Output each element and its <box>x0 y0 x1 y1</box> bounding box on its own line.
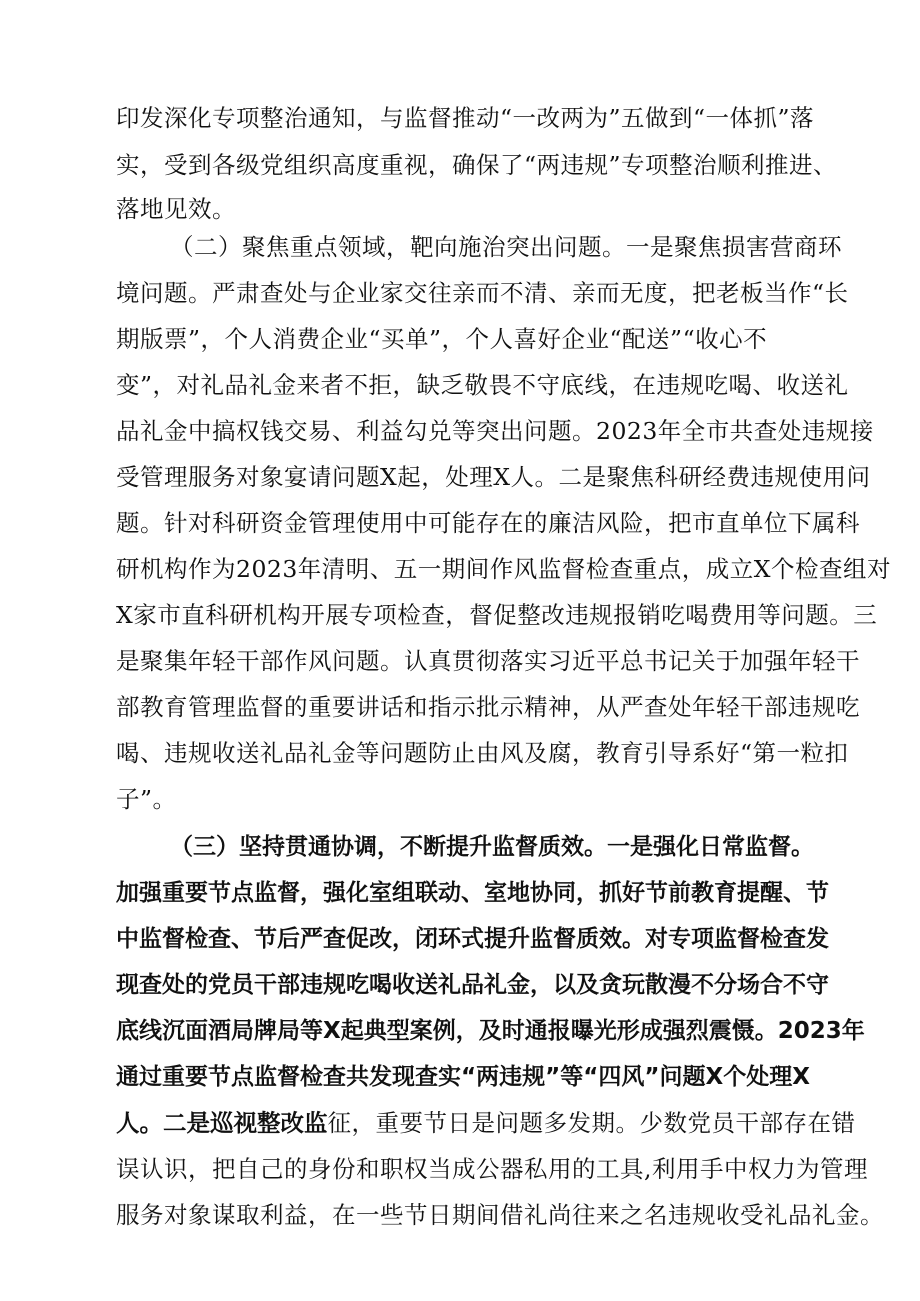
text-line: 中监督检查、节后严查促改，闭环式提升监督质效。对专项监督检查发 <box>116 926 829 952</box>
section-heading-3: （三）坚持贯通协调，不断提升监督质效。一是强化日常监督。 <box>170 834 814 860</box>
text-line: 题。针对科研资金管理使用中可能存在的廉洁风险，把市直单位下属科 <box>116 509 860 537</box>
text-line: 子”。 <box>116 785 177 813</box>
text-line: X家市直科研机构开展专项检查，督促整改违规报销吃喝费用等问题。三 <box>116 601 878 629</box>
text-line: 底线沉面酒局牌局等X起典型案例，及时通报曝光形成强烈震慑。2023年 <box>116 1018 865 1044</box>
text-line: 期版票”，个人消费企业“买单”，个人喜好企业“配送”“收心不 <box>116 325 768 353</box>
text-line: 落地见效。 <box>116 195 236 223</box>
text-line: 实，受到各级党组织高度重视，确保了“两违规”专项整治顺利推进、 <box>116 151 838 179</box>
bold-text: 人。二是巡视整改监 <box>116 1109 328 1137</box>
text-line: 变”，对礼品礼金来者不拒，缺乏敬畏不守底线，在违规吃喝、收送礼 <box>116 371 849 399</box>
text-line: 是聚集年轻干部作风问题。认真贯彻落实习近平总书记关于加强年轻干 <box>116 647 860 675</box>
text-line: 喝、违规收送礼品礼金等问题防止由风及腐，教育引导系好“第一粒扣 <box>116 739 849 767</box>
normal-text: 征，重要节日是问题多发期。少数党员干部存在错 <box>327 1109 856 1137</box>
text-line: 品礼金中搞权钱交易、利益勾兑等突出问题。2023年全市共查处违规接 <box>116 417 874 445</box>
text-line: 印发深化专项整治通知，与监督推动“一改两为”五做到“一体抓”落 <box>116 104 815 132</box>
text-line: 研机构作为2023年清明、五一期间作风监督检查重点，成立X个检查组对 <box>116 555 892 583</box>
text-line: 部教育管理监督的重要讲话和指示批示精神，从严查处年轻干部违规吃 <box>116 693 860 721</box>
section-heading-2: （二）聚焦重点领域，靶向施治突出问题。一是聚焦损害营商环 <box>170 233 842 261</box>
text-line: 加强重要节点监督，强化室组联动、室地协同，抓好节前教育提醒、节 <box>116 880 829 906</box>
text-line: 服务对象谋取利益，在一些节日期间借礼尚往来之名违规收受礼品礼金。 <box>116 1201 884 1229</box>
text-line: 境问题。严肃查处与企业家交往亲而不清、亲而无度，把老板当作“长 <box>116 279 849 307</box>
text-line: 误认识，把自己的身份和职权当成公器私用的工具,利用手中权力为管理 <box>116 1155 868 1183</box>
text-line: 受管理服务对象宴请问题X起，处理X人。二是聚焦科研经费违规使用问 <box>116 463 871 491</box>
text-line-mixed <box>116 1106 856 1140</box>
text-line: 现查处的党员干部违规吃喝收送礼品礼金，以及贪玩散漫不分场合不守 <box>116 972 829 998</box>
text-line: 通过重要节点监督检查共发现查实“两违规”等“四风”问题X个处理X <box>116 1064 810 1090</box>
